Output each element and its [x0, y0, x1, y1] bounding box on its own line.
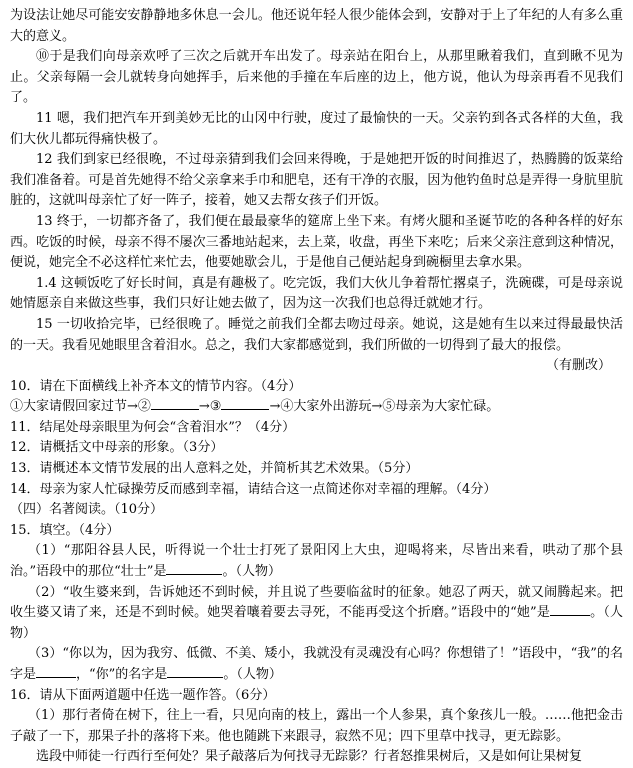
answer-blank[interactable] [221, 397, 269, 410]
question-text: ，“你”的名字是 [76, 667, 168, 682]
question-14: 14．母亲为家人忙碌操劳反而感到幸福，请结合这一点简述你对幸福的理解。（4分） [10, 481, 497, 497]
passage-paragraph: ⑩于是我们向母亲欢呼了三次之后就开车出发了。母亲站在阳台上，从那里瞅着我们，直到瞅不见为止。父亲每隔一会儿就转身向她挥手，后来他的手撞在车后座的边上，他方说，他认为母亲再看不见我们了。 [10, 49, 623, 106]
question-15-1 [10, 541, 623, 582]
question-text: （3）“你以为，因为我穷、低微、不美、矮小，我就没有灵魂没有心吗？你想错了！”语段中，“我”的名字是 [10, 646, 623, 682]
flow-text: ①大家请假回家过节→② [10, 399, 151, 415]
question-15-2 [10, 583, 623, 645]
passage-paragraph: 1.4 这顿饭吃了好长时间，真是有趣极了。吃完饭，我们大伙儿争着帮忙撂桌子，洗碗碟，可是母亲说她情愿亲自来做这些事，我们只好让她去做了，因为这一次我们也总得迁就她才行。 [10, 275, 623, 312]
passage-paragraph: 11 嗯，我们把汽车开到美妙无比的山冈中行驶，度过了最愉快的一天。父亲钓到各式各样的大鱼，我们大伙儿都玩得痛快极了。 [10, 110, 623, 147]
question-15: 15．填空。（4分） [10, 522, 120, 538]
question-16-1-prompt: 选段中师徒一行西行至何处？果子敲落后为何找寻无踪影？行者怒推果树后，又是如何让果树复 [36, 749, 583, 765]
question-11: 11．结尾处母亲眼里为何会“含着泪水”？（4分） [10, 419, 296, 435]
question-15-3 [10, 644, 623, 685]
flow-text: →④大家外出游玩→⑤母亲为大家忙碌。 [269, 399, 500, 415]
question-13: 13．请概述本文情节发展的出人意料之处，并简析其艺术效果。（5分） [10, 461, 419, 477]
answer-blank[interactable] [166, 562, 222, 575]
source-note: （有删改） [545, 358, 611, 374]
question-text: （1）“那阳谷县人民，听得说一个壮士打死了景阳冈上大虫，迎喝将来，尽皆出来看，哄动了那个县治。”语段中的那位“壮士”是 [10, 543, 623, 580]
answer-blank[interactable] [167, 665, 223, 678]
question-10: 10．请在下面横线上补齐本文的情节内容。（4分） [10, 378, 302, 394]
question-text: 。（人物） [223, 667, 282, 682]
question-text: （2）“收生婆来到，告诉她还不到时候，并且说了些要临盆时的征象。她忍了两天，就又闹腾起来。把收生婆又请了来，还是不到时候。她哭着嚷着要去寻死，不能再受这个折磨。”语段中的“她”是 [10, 584, 623, 621]
flow-text: →③ [198, 399, 222, 415]
question-12: 12．请概括文中母亲的形象。（3分） [10, 440, 224, 456]
passage-paragraph: 13 终于，一切都齐备了，我们便在最最豪华的筵席上坐下来。有烤火腿和圣诞节吃的各种各样的好东西。吃饭的时候，母亲不得不屡次三番地站起来，去上菜，收盘，再坐下来吃；后来父亲注意到这种情况，便说，她完全不必这样忙来忙去，他要她歇会儿，于是他自己便站起身到碗橱里去拿水果。 [10, 213, 623, 271]
answer-blank[interactable] [36, 665, 76, 678]
answer-blank[interactable] [550, 603, 590, 616]
question-text: 。（人物） [222, 564, 281, 580]
passage-paragraph: 12 我们到家已经很晚，不过母亲猜到我们会回来得晚，于是她把开饭的时间推迟了，热腾腾的饭菜给我们准备着。可是首先她得不给父亲拿来手巾和肥皂，还有干净的衣服，因为他钓鱼时总是弄得一身肮里肮脏的，这就叫母亲忙了好一阵子，接着，她又去帮女孩子们开饭。 [10, 152, 623, 209]
passage-paragraph: 为设法让她尽可能安安静静地多休息一会儿。他还说年轻人很少能体会到，安静对于上了年纪的人有多么重大的意义。 [10, 8, 623, 44]
question-16-1: （1）那行者倚在树下，往上一看，只见向南的枝上，露出一个人参果，真个象孩儿一般。……他把金击子敲了一下，那果子扑的落将下来。他也随跳下来跟寻，寂然不见；四下里草中找寻，更无踪影。 [10, 708, 623, 744]
answer-blank[interactable] [151, 397, 199, 410]
section-heading: （四）名著阅读。（10分） [10, 502, 164, 518]
question-text: 。（人物） [10, 605, 623, 641]
question-10-flow [10, 397, 623, 418]
passage-paragraph: 15 一切收拾完毕，已经很晚了。睡觉之前我们全都去吻过母亲。她说，这是她有生以来过得最最快活的一天。我看见她眼里含着泪水。总之，我们大家都感觉到，我们所做的一切得到了最大的报偿。 [10, 316, 623, 353]
question-16: 16．请从下面两道题中任选一题作答。（6分） [10, 687, 276, 703]
